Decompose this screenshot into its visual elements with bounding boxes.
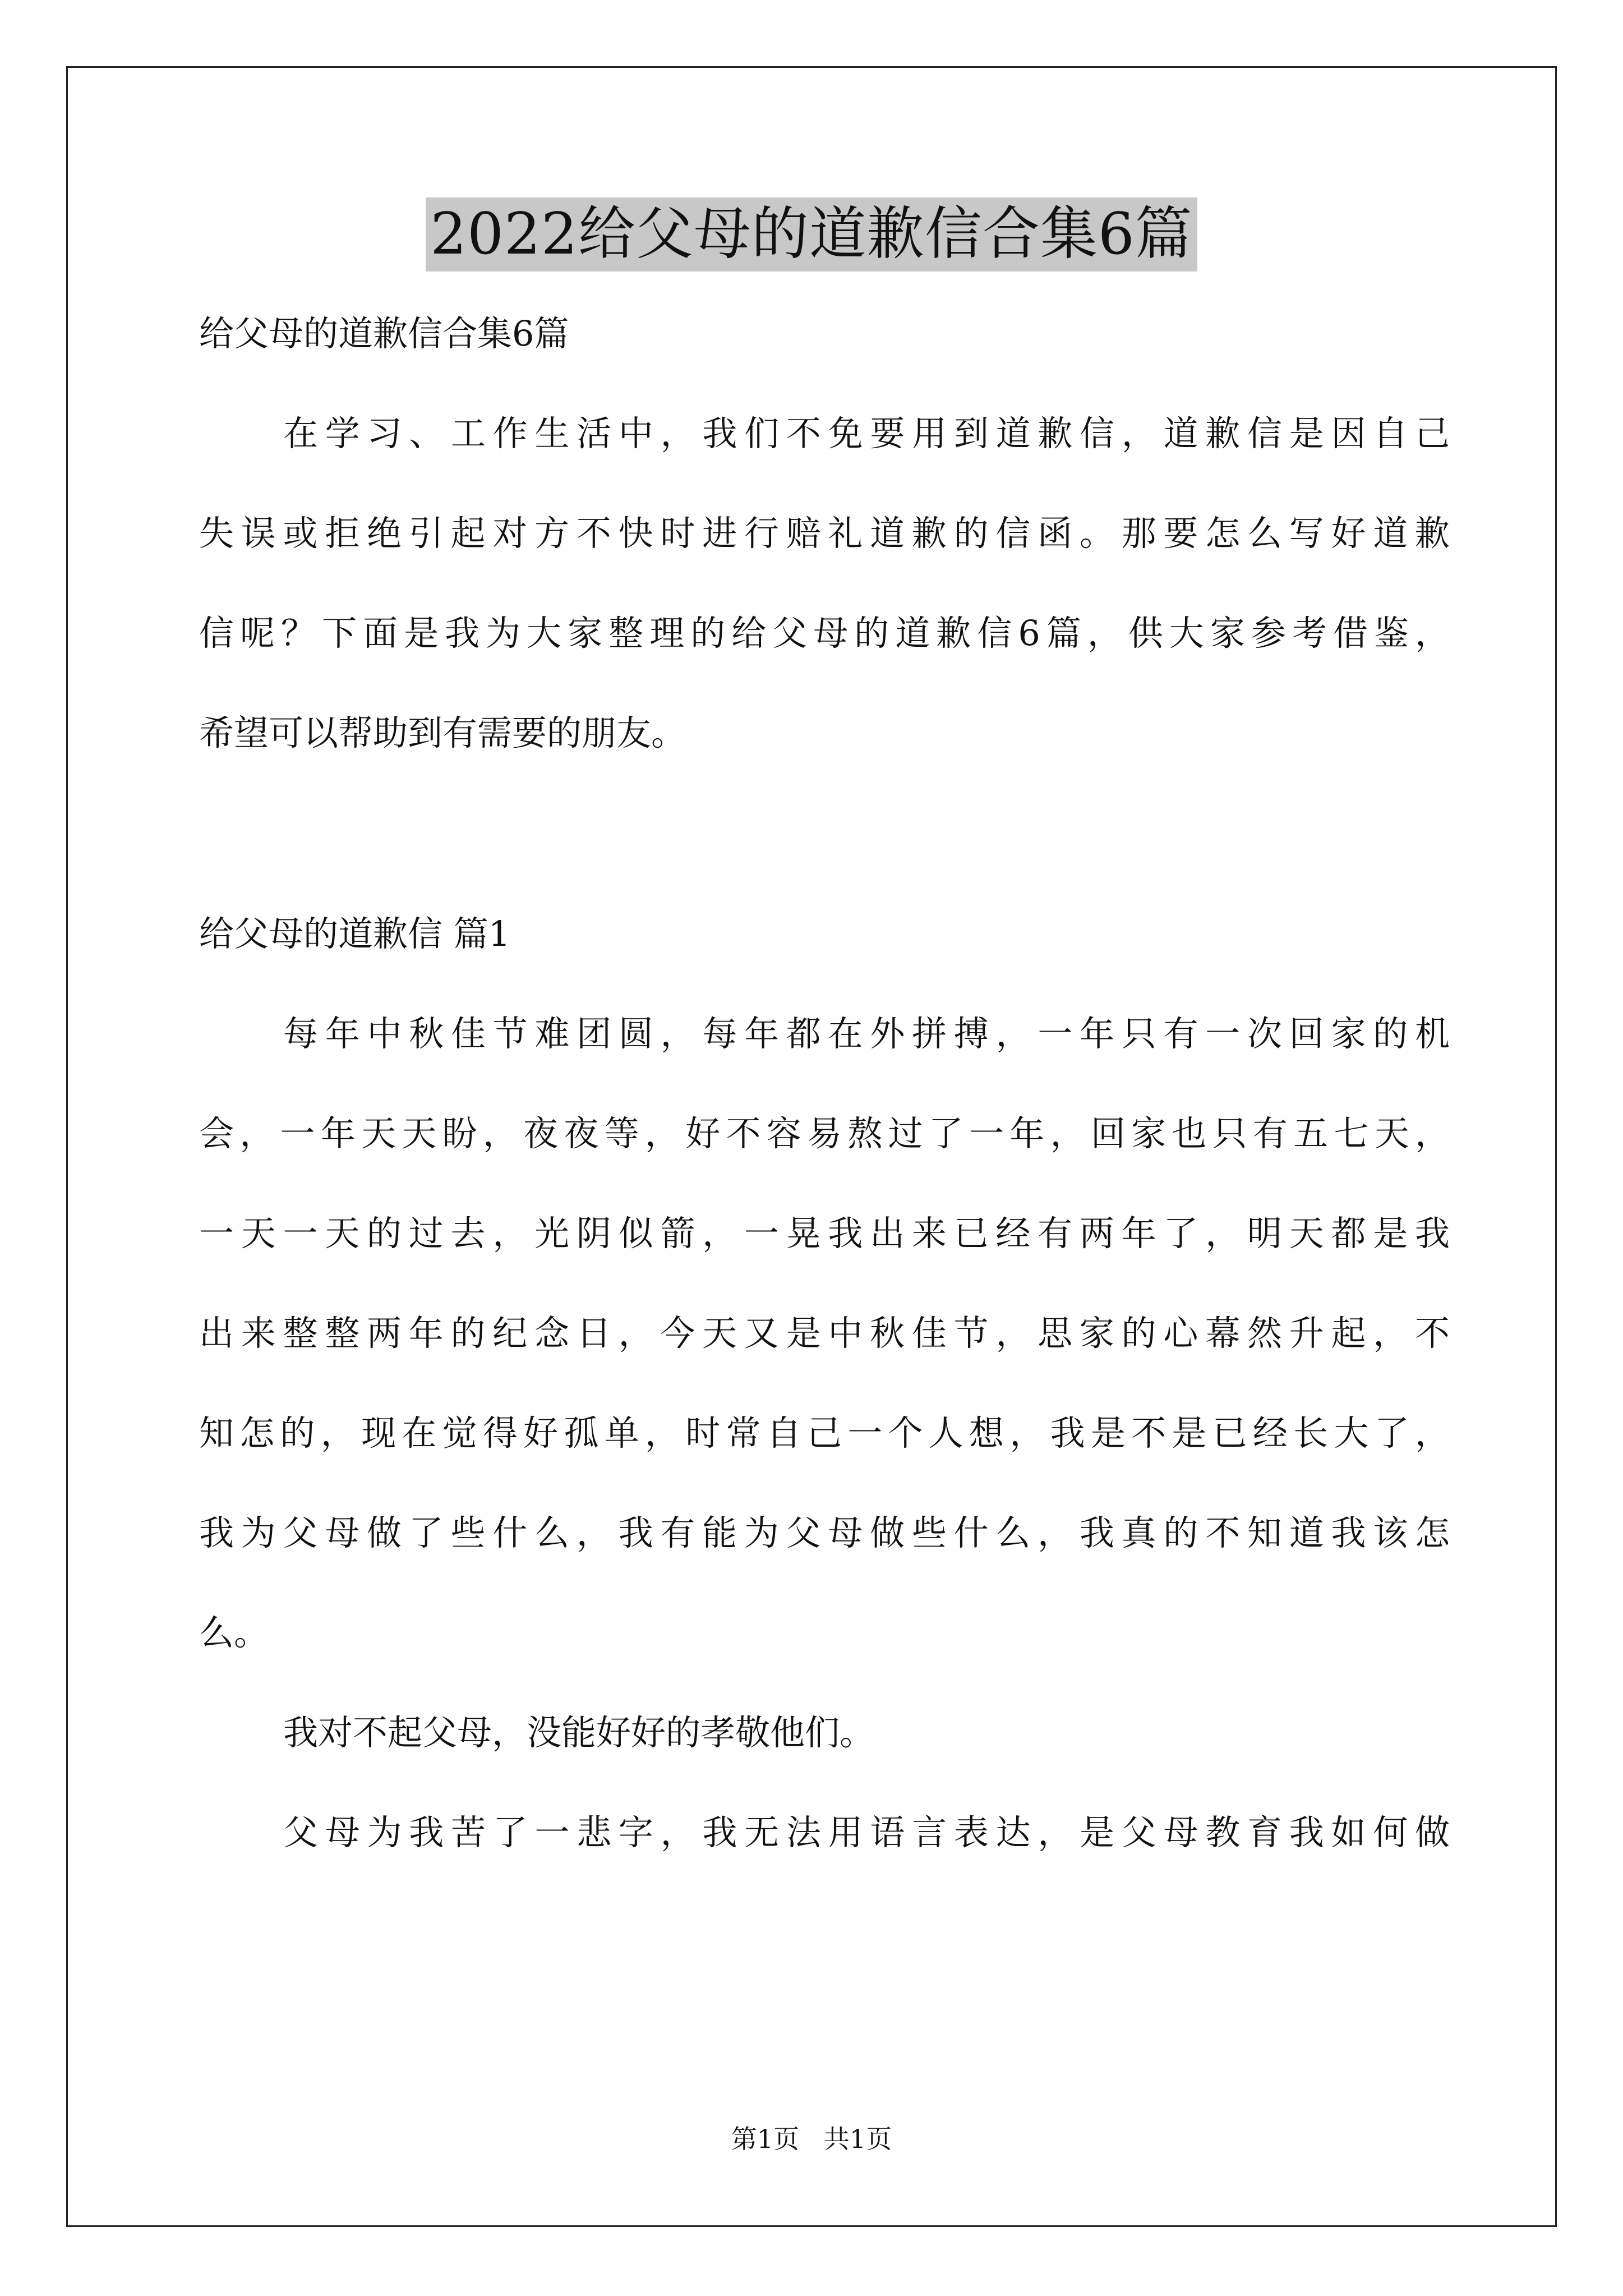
paragraph1-line-2: 会，一年天天盼，夜夜等，好不容易熬过了一年，回家也只有五七天， — [199, 1113, 1450, 1154]
intro-line-1: 在学习、工作生活中，我们不免要用到道歉信，道歉信是因自己 — [283, 413, 1450, 454]
document-title — [0, 197, 1623, 272]
paragraph1-line-4: 出来整整两年的纪念日，今天又是中秋佳节，思家的心幕然升起，不 — [199, 1313, 1450, 1354]
intro-line-4: 希望可以帮助到有需要的朋友。 — [199, 712, 686, 753]
paragraph1-line-6: 我为父母做了些什么，我有能为父母做些什么，我真的不知道我该怎 — [199, 1512, 1450, 1553]
paragraph3-line-1: 父母为我苦了一悲字，我无法用语言表达，是父母教育我如何做 — [283, 1812, 1450, 1853]
section-heading: 给父母的道歉信 篇1 — [199, 913, 511, 954]
paragraph1-line-7: 么。 — [199, 1612, 269, 1653]
paragraph1-line-5: 知怎的，现在觉得好孤单，时常自己一个人想，我是不是已经长大了， — [199, 1412, 1450, 1453]
intro-line-3: 信呢？下面是我为大家整理的给父母的道歉信6篇，供大家参考借鉴， — [199, 613, 1450, 654]
document-subtitle: 给父母的道歉信合集6篇 — [199, 313, 569, 354]
page-number: 第1页 共1页 — [731, 2124, 892, 2154]
paragraph1-line-1: 每年中秋佳节难团圆，每年都在外拼搏，一年只有一次回家的机 — [283, 1013, 1450, 1054]
document-title-text: 2022给父母的道歉信合集6篇 — [426, 197, 1197, 272]
paragraph2: 我对不起父母，没能好好的孝敬他们。 — [283, 1712, 875, 1753]
intro-line-2: 失误或拒绝引起对方不快时进行赔礼道歉的信函。那要怎么写好道歉 — [199, 513, 1450, 554]
document-body — [199, 306, 1450, 1861]
page-footer — [0, 2122, 1623, 2156]
paragraph1-line-3: 一天一天的过去，光阴似箭，一晃我出来已经有两年了，明天都是我 — [199, 1213, 1450, 1254]
